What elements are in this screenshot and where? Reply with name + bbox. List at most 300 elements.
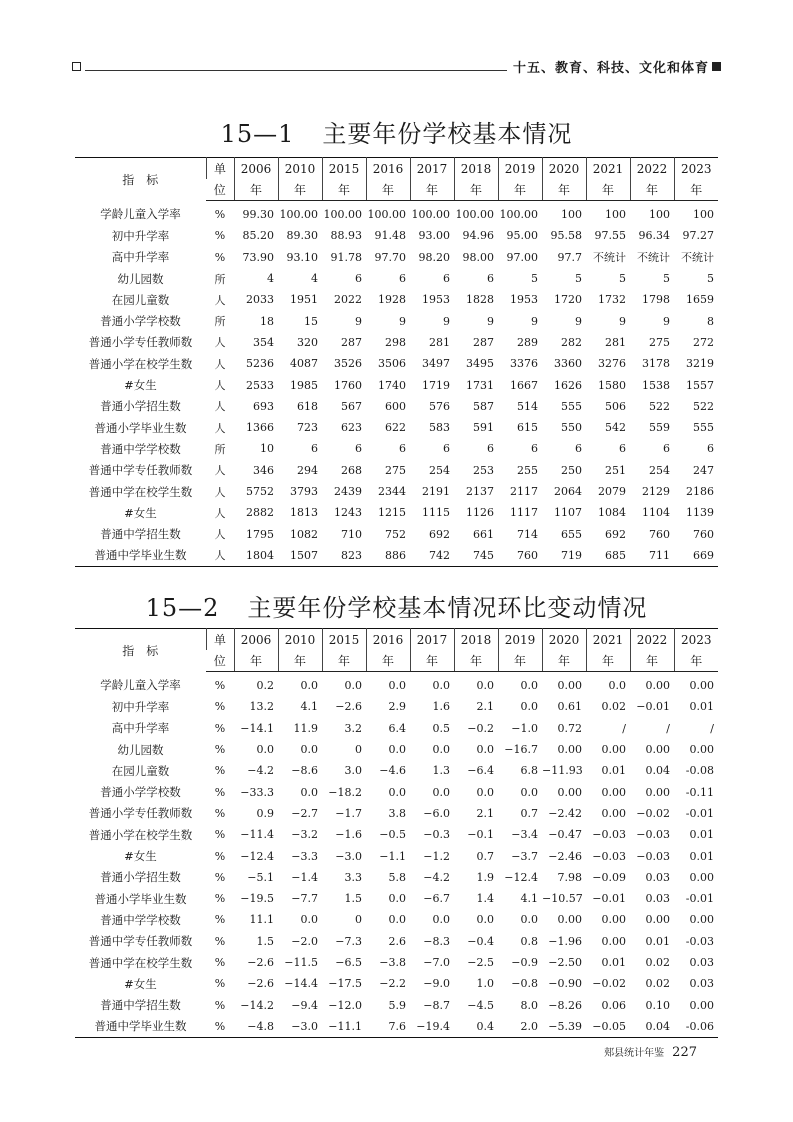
cell-value: −0.8 xyxy=(511,977,538,991)
year-suffix: 年 xyxy=(542,650,586,672)
cell-value: 97.70 xyxy=(374,250,406,264)
cell-value: 6 xyxy=(487,272,494,286)
row-unit: % xyxy=(214,785,226,799)
row-unit: 人 xyxy=(214,400,226,414)
cell-value: 5.9 xyxy=(388,998,406,1012)
row-name: 幼儿园数 xyxy=(117,271,164,286)
cell-value: 8 xyxy=(707,314,714,328)
cell-value: 0.00 xyxy=(601,934,626,948)
cell-value: −0.90 xyxy=(548,977,582,991)
row-unit: % xyxy=(214,870,226,884)
cell-value: 2129 xyxy=(642,485,670,498)
row-name: 普通中学在校学生数 xyxy=(88,484,193,499)
cell-value: 559 xyxy=(649,421,670,435)
cell-value: −6.4 xyxy=(467,764,494,778)
cell-value: 2186 xyxy=(686,485,714,498)
cell-value: 0.00 xyxy=(601,743,626,757)
row-unit: % xyxy=(214,892,226,906)
cell-value: 6.4 xyxy=(388,721,406,735)
row-name: #女生 xyxy=(124,378,157,393)
cell-value: 3495 xyxy=(466,357,494,371)
cell-value: 555 xyxy=(561,399,582,413)
cell-value: 1538 xyxy=(642,378,670,392)
cell-value: 346 xyxy=(253,463,274,477)
cell-value: 95.58 xyxy=(550,229,582,243)
cell-value: 0.00 xyxy=(557,913,582,927)
cell-value: 760 xyxy=(649,527,670,541)
table-row xyxy=(75,803,718,824)
row-name: 普通中学毕业生数 xyxy=(94,548,187,563)
unit-header-top: 单 xyxy=(206,629,234,651)
cell-value: 0 xyxy=(355,743,362,757)
cell-value: 3497 xyxy=(422,357,450,371)
year-header: 2006 xyxy=(234,629,278,651)
cell-value: −2.5 xyxy=(467,956,494,969)
cell-value: 298 xyxy=(385,335,406,349)
year-suffix: 年 xyxy=(454,179,498,201)
cell-value: 0.01 xyxy=(689,849,714,863)
cell-value: 0.0 xyxy=(432,743,450,757)
cell-value: 0.02 xyxy=(645,977,670,991)
table-row xyxy=(75,523,718,544)
year-header: 2015 xyxy=(322,629,366,651)
cell-value: −3.0 xyxy=(291,1019,318,1033)
cell-value: / xyxy=(710,721,714,735)
cell-value: 294 xyxy=(297,463,318,477)
header-rule xyxy=(85,62,507,71)
cell-value: 1082 xyxy=(290,527,318,541)
cell-value: 97.00 xyxy=(506,250,538,264)
cell-value: −3.0 xyxy=(335,849,362,863)
row-unit: 人 xyxy=(214,528,226,542)
cell-value: 100.00 xyxy=(411,208,450,222)
cell-value: 97.7 xyxy=(557,250,582,264)
cell-value: 0.0 xyxy=(256,743,274,757)
cell-value: −2.6 xyxy=(247,956,274,969)
cell-value: 0.01 xyxy=(601,764,626,778)
row-name: 高中升学率 xyxy=(111,721,170,736)
cell-value: −2.42 xyxy=(548,806,582,820)
year-header: 2017 xyxy=(410,629,454,651)
table-row xyxy=(75,824,718,845)
table-row xyxy=(75,417,718,438)
table-row xyxy=(75,268,718,289)
cell-value: 1719 xyxy=(422,378,450,392)
year-header: 2019 xyxy=(498,158,542,180)
row-name: 学龄儿童入学率 xyxy=(100,678,181,693)
cell-value: −3.4 xyxy=(511,828,538,842)
row-unit: 所 xyxy=(214,442,226,456)
row-unit: % xyxy=(214,250,226,264)
cell-value: 2117 xyxy=(510,485,538,498)
cell-value: 1953 xyxy=(510,293,538,307)
row-unit: % xyxy=(214,743,226,757)
cell-value: 591 xyxy=(473,421,494,435)
table-row xyxy=(75,952,718,973)
cell-value: 1115 xyxy=(422,506,450,520)
cell-value: 1.0 xyxy=(476,977,494,991)
cell-value: −4.2 xyxy=(423,870,450,884)
row-unit: 人 xyxy=(214,549,226,563)
cell-value: 9 xyxy=(531,314,538,328)
table-row xyxy=(75,909,718,930)
cell-value: 2.1 xyxy=(476,806,494,820)
cell-value: 0.01 xyxy=(645,934,670,948)
row-name: 初中升学率 xyxy=(111,699,170,714)
cell-value: 4 xyxy=(267,272,274,286)
cell-value: 0.00 xyxy=(689,913,714,927)
cell-value: 615 xyxy=(517,421,538,435)
cell-value: 254 xyxy=(649,463,670,477)
cell-value: 2064 xyxy=(554,485,582,498)
cell-value: 2137 xyxy=(466,485,494,498)
cell-value: -0.08 xyxy=(685,764,714,778)
table-row xyxy=(75,672,718,697)
cell-value: −2.50 xyxy=(548,956,582,969)
cell-value: 91.78 xyxy=(330,250,362,264)
cell-value: −5.39 xyxy=(548,1019,582,1033)
cell-value: 9 xyxy=(443,314,450,328)
cell-value: −0.05 xyxy=(592,1019,626,1033)
cell-value: −4.2 xyxy=(247,764,274,778)
cell-value: −0.47 xyxy=(548,828,582,842)
cell-value: 2033 xyxy=(246,293,274,307)
cell-value: 1953 xyxy=(422,293,450,307)
row-unit: 人 xyxy=(214,336,226,350)
cell-value: 3.0 xyxy=(344,764,362,778)
cell-value: −1.1 xyxy=(379,849,406,863)
table-row xyxy=(75,310,718,331)
cell-value: 3.3 xyxy=(344,870,362,884)
row-name: 普通中学专任教师数 xyxy=(88,463,193,478)
table-row xyxy=(75,781,718,802)
cell-value: 1720 xyxy=(554,293,582,307)
year-suffix: 年 xyxy=(542,179,586,201)
cell-value: 1507 xyxy=(290,548,318,562)
cell-value: −2.2 xyxy=(379,977,406,991)
cell-value: 9 xyxy=(355,314,362,328)
cell-value: −9.0 xyxy=(423,977,450,991)
cell-value: 254 xyxy=(429,463,450,477)
cell-value: 0.00 xyxy=(557,785,582,799)
cell-value: 6 xyxy=(311,442,318,456)
cell-value: 0.0 xyxy=(432,913,450,927)
year-suffix: 年 xyxy=(322,650,366,672)
row-unit: % xyxy=(214,764,226,778)
cell-value: 1760 xyxy=(334,378,362,392)
cell-value: −11.4 xyxy=(240,828,274,842)
cell-value: 752 xyxy=(385,527,406,541)
cell-value: −8.3 xyxy=(423,934,450,948)
cell-value: 0.72 xyxy=(557,721,582,735)
cell-value: 1215 xyxy=(378,506,406,520)
cell-value: 2191 xyxy=(422,485,450,498)
row-unit: % xyxy=(214,1019,226,1033)
cell-value: 100.00 xyxy=(279,208,318,222)
table-row xyxy=(75,481,718,502)
cell-value: 0.0 xyxy=(476,913,494,927)
table2-number: 15—2 xyxy=(145,594,220,622)
cell-value: −0.09 xyxy=(592,870,626,884)
table-row xyxy=(75,396,718,417)
cell-value: 0.01 xyxy=(601,956,626,969)
cell-value: 100 xyxy=(649,208,670,222)
table-row xyxy=(75,867,718,888)
cell-value: 1798 xyxy=(642,293,670,307)
cell-value: 723 xyxy=(297,421,318,435)
cell-value: 576 xyxy=(429,399,450,413)
cell-value: 587 xyxy=(473,399,494,413)
cell-value: −8.7 xyxy=(423,998,450,1012)
cell-value: 685 xyxy=(605,548,626,562)
cell-value: 2.0 xyxy=(520,1019,538,1033)
cell-value: 1580 xyxy=(598,378,626,392)
cell-value: 692 xyxy=(605,527,626,541)
cell-value: 542 xyxy=(605,421,626,435)
cell-value: −8.6 xyxy=(291,764,318,778)
cell-value: -0.03 xyxy=(685,934,714,948)
row-unit: % xyxy=(214,998,226,1012)
cell-value: 0.0 xyxy=(432,679,450,693)
cell-value: 5 xyxy=(619,272,626,286)
cell-value: −11.93 xyxy=(542,764,583,778)
cell-value: −14.2 xyxy=(240,998,274,1012)
cell-value: 1659 xyxy=(686,293,714,307)
cell-value: 3219 xyxy=(686,357,714,371)
cell-value: 514 xyxy=(517,399,538,413)
table2-title-text: 主要年份学校基本情况环比变动情况 xyxy=(247,594,648,622)
cell-value: 711 xyxy=(649,548,670,562)
year-header: 2010 xyxy=(278,158,322,180)
row-unit: 所 xyxy=(214,272,226,286)
cell-value: 3360 xyxy=(554,357,582,371)
cell-value: −1.6 xyxy=(335,828,362,842)
cell-value: 1928 xyxy=(378,293,406,307)
cell-value: 94.96 xyxy=(462,229,494,243)
row-name: 高中升学率 xyxy=(111,250,170,265)
cell-value: 0.0 xyxy=(344,679,362,693)
cell-value: 0.00 xyxy=(557,679,582,693)
unit-header-bottom: 位 xyxy=(206,650,234,672)
cell-value: −0.1 xyxy=(467,828,494,842)
cell-value: 1.9 xyxy=(476,870,494,884)
table-row xyxy=(75,201,718,226)
table-row xyxy=(75,502,718,523)
cell-value: 1104 xyxy=(642,506,670,520)
year-header: 2023 xyxy=(674,158,718,180)
cell-value: 1795 xyxy=(246,527,274,541)
year-suffix: 年 xyxy=(586,179,630,201)
cell-value: 不统计 xyxy=(681,251,714,265)
cell-value: 0.10 xyxy=(645,998,670,1012)
table-row xyxy=(75,760,718,781)
cell-value: 2439 xyxy=(334,485,362,498)
year-suffix: 年 xyxy=(234,650,278,672)
cell-value: 1951 xyxy=(290,293,318,307)
row-unit: % xyxy=(214,956,226,969)
table-row xyxy=(75,845,718,866)
cell-value: 11.1 xyxy=(249,913,274,927)
cell-value: −2.0 xyxy=(291,934,318,948)
cell-value: 0.0 xyxy=(300,743,318,757)
cell-value: −0.9 xyxy=(511,956,538,969)
cell-value: 272 xyxy=(693,335,714,349)
cell-value: −0.2 xyxy=(467,721,494,735)
cell-value: 11.9 xyxy=(293,721,318,735)
year-suffix: 年 xyxy=(234,179,278,201)
cell-value: −0.03 xyxy=(592,849,626,863)
cell-value: 100.00 xyxy=(323,208,362,222)
cell-value: 3.8 xyxy=(388,806,406,820)
cell-value: 98.20 xyxy=(418,250,450,264)
table-row xyxy=(75,718,718,739)
cell-value: −10.57 xyxy=(542,892,583,906)
cell-value: / xyxy=(666,721,670,735)
year-header: 2022 xyxy=(630,158,674,180)
cell-value: 550 xyxy=(561,421,582,435)
year-header: 2017 xyxy=(410,158,454,180)
running-header xyxy=(72,58,721,74)
cell-value: 506 xyxy=(605,399,626,413)
cell-value: 100.00 xyxy=(499,208,538,222)
row-unit: % xyxy=(214,828,226,842)
cell-value: −19.4 xyxy=(416,1019,450,1033)
cell-value: 250 xyxy=(561,463,582,477)
cell-value: 不统计 xyxy=(637,251,670,265)
cell-value: −2.46 xyxy=(548,849,582,863)
cell-value: 6 xyxy=(575,442,582,456)
cell-value: 719 xyxy=(561,548,582,562)
cell-value: 253 xyxy=(473,463,494,477)
cell-value: −17.5 xyxy=(328,977,362,991)
cell-value: 0.2 xyxy=(256,679,274,693)
row-unit: % xyxy=(214,721,226,735)
cell-value: 555 xyxy=(693,421,714,435)
cell-value: 2344 xyxy=(378,485,406,498)
year-header: 2006 xyxy=(234,158,278,180)
table-row xyxy=(75,353,718,374)
table-row xyxy=(75,289,718,310)
table1-title-text: 主要年份学校基本情况 xyxy=(322,120,573,148)
row-name: 普通中学学校数 xyxy=(100,441,181,456)
cell-value: 2.6 xyxy=(388,934,406,948)
cell-value: 583 xyxy=(429,421,450,435)
cell-value: 4 xyxy=(311,272,318,286)
cell-value: 623 xyxy=(341,421,362,435)
row-unit: % xyxy=(214,806,226,820)
cell-value: 6 xyxy=(487,442,494,456)
cell-value: 693 xyxy=(253,399,274,413)
cell-value: 0.0 xyxy=(520,913,538,927)
table-row xyxy=(75,931,718,952)
cell-value: 0.03 xyxy=(645,892,670,906)
row-unit: % xyxy=(214,849,226,863)
cell-value: 0.03 xyxy=(645,870,670,884)
cell-value: 1.5 xyxy=(344,892,362,906)
cell-value: 0.03 xyxy=(689,977,714,991)
cell-value: 742 xyxy=(429,548,450,562)
cell-value: 10 xyxy=(260,442,274,456)
cell-value: 522 xyxy=(693,399,714,413)
cell-value: 1139 xyxy=(686,506,714,520)
cell-value: 3178 xyxy=(642,357,670,371)
row-unit: 人 xyxy=(214,357,226,371)
cell-value: 268 xyxy=(341,463,362,477)
cell-value: −1.96 xyxy=(548,934,582,948)
cell-value: / xyxy=(622,721,626,735)
row-unit: % xyxy=(214,700,226,714)
cell-value: 0.0 xyxy=(388,913,406,927)
cell-value: 745 xyxy=(473,548,494,562)
cell-value: 0.00 xyxy=(601,785,626,799)
cell-value: 18 xyxy=(260,314,274,328)
year-suffix: 年 xyxy=(630,650,674,672)
cell-value: 4.1 xyxy=(300,700,318,714)
row-name: 在园儿童数 xyxy=(111,292,170,307)
cell-value: 0.0 xyxy=(300,913,318,927)
cell-value: 1732 xyxy=(598,293,626,307)
cell-value: 0.04 xyxy=(645,764,670,778)
cell-value: −1.4 xyxy=(291,870,318,884)
row-unit: % xyxy=(214,679,226,693)
row-name: 幼儿园数 xyxy=(117,742,164,757)
page-footer xyxy=(604,1044,697,1060)
cell-value: −0.01 xyxy=(636,700,670,714)
cell-value: 886 xyxy=(385,548,406,562)
cell-value: 0.0 xyxy=(388,892,406,906)
cell-value: 1117 xyxy=(510,506,538,520)
cell-value: −3.2 xyxy=(291,828,318,842)
cell-value: 0.04 xyxy=(645,1019,670,1033)
cell-value: 7.6 xyxy=(388,1019,406,1033)
cell-value: 93.10 xyxy=(286,250,318,264)
cell-value: 354 xyxy=(253,335,274,349)
table-row xyxy=(75,374,718,395)
row-unit: 人 xyxy=(214,421,226,435)
cell-value: 1557 xyxy=(686,378,714,392)
year-suffix: 年 xyxy=(278,650,322,672)
cell-value: 275 xyxy=(385,463,406,477)
cell-value: -0.01 xyxy=(685,892,714,906)
cell-value: 9 xyxy=(619,314,626,328)
header-row xyxy=(75,158,718,180)
cell-value: 0.00 xyxy=(601,913,626,927)
cell-value: 13.2 xyxy=(249,700,274,714)
row-name: 学龄儿童入学率 xyxy=(100,207,181,222)
row-name: 普通中学毕业生数 xyxy=(94,1019,187,1034)
table-row xyxy=(75,994,718,1015)
cell-value: −11.1 xyxy=(328,1019,362,1033)
row-name: 普通中学在校学生数 xyxy=(88,955,193,970)
row-unit: 人 xyxy=(214,379,226,393)
row-unit: 人 xyxy=(214,464,226,478)
cell-value: −0.02 xyxy=(592,977,626,991)
cell-value: −0.3 xyxy=(423,828,450,842)
row-name: 普通中学招生数 xyxy=(100,527,181,542)
row-unit: 人 xyxy=(214,485,226,499)
cell-value: 1828 xyxy=(466,293,494,307)
cell-value: 0.00 xyxy=(689,998,714,1012)
year-suffix: 年 xyxy=(410,179,454,201)
table-row xyxy=(75,438,718,459)
cell-value: 15 xyxy=(304,314,318,328)
cell-value: 1107 xyxy=(554,506,582,520)
row-name: #女生 xyxy=(124,849,157,864)
cell-value: −1.7 xyxy=(335,806,362,820)
cell-value: −4.6 xyxy=(379,764,406,778)
year-header: 2023 xyxy=(674,629,718,651)
cell-value: −1.0 xyxy=(511,721,538,735)
